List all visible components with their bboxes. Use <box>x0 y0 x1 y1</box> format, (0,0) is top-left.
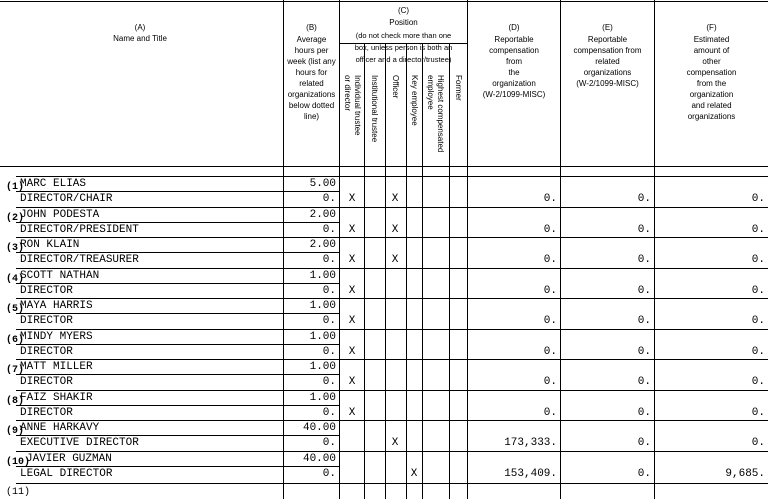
avg-hours: 5.00 <box>309 178 336 190</box>
subcol-key-employee: Key employee <box>410 75 419 126</box>
compensation-related: 0. <box>637 285 651 297</box>
compensation-org: 0. <box>543 376 557 388</box>
related-hours: 0. <box>322 376 336 388</box>
compensation-other: 0. <box>751 315 765 327</box>
col-f-label: Estimated amount of other compensation from the organization and related organizations <box>686 35 737 121</box>
compensation-related: 0. <box>637 407 651 419</box>
person-name: MATT MILLER <box>20 361 93 373</box>
col-e-label: Reportable compensation from related organizations (W-2/1099-MISC) <box>573 35 642 88</box>
compensation-related: 0. <box>637 254 651 266</box>
row-number: (11) <box>6 487 31 498</box>
col-a-letter: (A) <box>134 23 146 32</box>
compensation-related: 0. <box>637 315 651 327</box>
related-hours: 0. <box>322 285 336 297</box>
avg-hours: 1.00 <box>309 331 336 343</box>
person-name: ANNE HARKAVY <box>20 422 100 434</box>
name-title-separator <box>16 313 339 314</box>
col-divider-b-c <box>339 0 340 499</box>
person-name: FAIZ SHAKIR <box>20 392 93 404</box>
position-check-mark: X <box>348 346 356 358</box>
person-title: DIRECTOR <box>20 376 73 388</box>
row-separator <box>16 298 768 299</box>
compensation-other: 9,685. <box>725 468 765 480</box>
person-title: DIRECTOR/CHAIR <box>20 193 113 205</box>
row-separator <box>16 268 768 269</box>
avg-hours: 1.00 <box>309 300 336 312</box>
col-divider-c2 <box>385 43 386 499</box>
avg-hours: 2.00 <box>309 239 336 251</box>
name-title-separator <box>16 283 339 284</box>
col-divider-c5 <box>449 43 450 499</box>
name-title-separator <box>16 466 339 467</box>
compensation-org: 0. <box>543 407 557 419</box>
col-c-subtitle: (do not check more than one box, unless person is both an officer and a director/trustee) <box>354 31 453 64</box>
compensation-related: 0. <box>637 468 651 480</box>
related-hours: 0. <box>322 193 336 205</box>
col-divider-c3 <box>406 43 407 499</box>
subcol-highest-compensated: Highest compensated employee <box>426 75 445 153</box>
person-name: MARC ELIAS <box>20 178 87 190</box>
compensation-other: 0. <box>751 193 765 205</box>
row-separator <box>16 390 768 391</box>
compensation-org: 0. <box>543 254 557 266</box>
row-separator <box>16 483 768 484</box>
person-name: MINDY MYERS <box>20 331 93 343</box>
position-check-mark: X <box>348 254 356 266</box>
avg-hours: 1.00 <box>309 270 336 282</box>
compensation-org: 0. <box>543 315 557 327</box>
compensation-related: 0. <box>637 224 651 236</box>
compensation-other: 0. <box>751 254 765 266</box>
col-b-letter: (B) <box>306 23 317 32</box>
person-name: MAYA HARRIS <box>20 300 93 312</box>
col-c-title: Position <box>389 18 418 27</box>
compensation-org: 0. <box>543 346 557 358</box>
compensation-other: 0. <box>751 437 765 449</box>
position-check-mark: X <box>348 407 356 419</box>
related-hours: 0. <box>322 437 336 449</box>
compensation-other: 0. <box>751 346 765 358</box>
row-number: (4) <box>6 274 25 285</box>
row-number: (9) <box>6 426 25 437</box>
row-separator <box>16 237 768 238</box>
compensation-org: 0. <box>543 193 557 205</box>
avg-hours: 2.00 <box>309 209 336 221</box>
avg-hours: 40.00 <box>302 453 336 465</box>
related-hours: 0. <box>322 315 336 327</box>
person-title: EXECUTIVE DIRECTOR <box>20 437 139 449</box>
col-e-letter: (E) <box>602 23 613 32</box>
avg-hours: 40.00 <box>302 422 336 434</box>
row-number: (3) <box>6 243 25 254</box>
row-separator <box>16 207 768 208</box>
name-title-separator <box>16 435 339 436</box>
person-name: RON KLAIN <box>20 239 80 251</box>
row-separator <box>16 329 768 330</box>
compensation-other: 0. <box>751 285 765 297</box>
top-rule <box>0 1 768 2</box>
related-hours: 0. <box>322 468 336 480</box>
compensation-related: 0. <box>637 437 651 449</box>
position-check-mark: X <box>391 224 399 236</box>
compensation-org: 153,409. <box>504 468 557 480</box>
compensation-related: 0. <box>637 193 651 205</box>
compensation-org: 173,333. <box>504 437 557 449</box>
col-divider-c4 <box>422 43 423 499</box>
col-f-letter: (F) <box>706 23 717 32</box>
col-d-label: Reportable compensation from the organization (W-2/1099-MISC) <box>482 35 546 99</box>
compensation-related: 0. <box>637 346 651 358</box>
compensation-other: 0. <box>751 407 765 419</box>
name-title-separator <box>16 374 339 375</box>
col-c-letter: (C) <box>397 6 410 15</box>
related-hours: 0. <box>322 224 336 236</box>
position-check-mark: X <box>391 437 399 449</box>
person-title: DIRECTOR <box>20 315 73 327</box>
position-check-mark: X <box>348 224 356 236</box>
row-number: (10) <box>6 457 31 468</box>
compensation-other: 0. <box>751 376 765 388</box>
compensation-other: 0. <box>751 224 765 236</box>
person-name: SCOTT NATHAN <box>20 270 100 282</box>
compensation-related: 0. <box>637 376 651 388</box>
col-a-label: Name and Title <box>113 34 167 43</box>
subcol-officer: Officer <box>391 75 400 99</box>
person-title: LEGAL DIRECTOR <box>20 468 113 480</box>
name-title-separator <box>16 344 339 345</box>
related-hours: 0. <box>322 254 336 266</box>
header-bottom-rule <box>0 166 768 167</box>
avg-hours: 1.00 <box>309 361 336 373</box>
position-check-mark: X <box>348 376 356 388</box>
position-check-mark: X <box>391 193 399 205</box>
name-title-separator <box>16 252 339 253</box>
col-d-letter: (D) <box>508 23 520 32</box>
row-number: (5) <box>6 304 25 315</box>
person-title: DIRECTOR <box>20 407 73 419</box>
position-check-mark: X <box>348 285 356 297</box>
row-separator <box>16 359 768 360</box>
person-title: DIRECTOR/PRESIDENT <box>20 224 139 236</box>
position-check-mark: X <box>410 468 418 480</box>
person-name: JOHN PODESTA <box>20 209 100 221</box>
subcol-institutional-trustee: Institutional trustee <box>370 75 379 143</box>
related-hours: 0. <box>322 407 336 419</box>
row-separator <box>16 420 768 421</box>
person-name: JAVIER GUZMAN <box>26 453 112 465</box>
position-check-mark: X <box>391 254 399 266</box>
person-title: DIRECTOR <box>20 285 73 297</box>
person-title: DIRECTOR/TREASURER <box>20 254 139 266</box>
row-separator <box>16 176 768 177</box>
name-title-separator <box>16 405 339 406</box>
row-number: (7) <box>6 365 25 376</box>
name-title-separator <box>16 222 339 223</box>
compensation-org: 0. <box>543 224 557 236</box>
related-hours: 0. <box>322 346 336 358</box>
row-number: (1) <box>6 182 25 193</box>
subcol-individual-trustee: Individual trustee or director <box>343 75 362 136</box>
position-check-mark: X <box>348 315 356 327</box>
name-title-separator <box>16 191 339 192</box>
person-title: DIRECTOR <box>20 346 73 358</box>
row-separator <box>16 451 768 452</box>
avg-hours: 1.00 <box>309 392 336 404</box>
col-b-label: Average hours per week (list any hours for related organizations below dotted line) <box>287 35 336 121</box>
row-number: (8) <box>6 396 25 407</box>
row-number: (2) <box>6 213 25 224</box>
position-check-mark: X <box>348 193 356 205</box>
subcol-former: Former <box>454 75 463 101</box>
compensation-org: 0. <box>543 285 557 297</box>
row-number: (6) <box>6 335 25 346</box>
col-divider-c1 <box>364 43 365 499</box>
